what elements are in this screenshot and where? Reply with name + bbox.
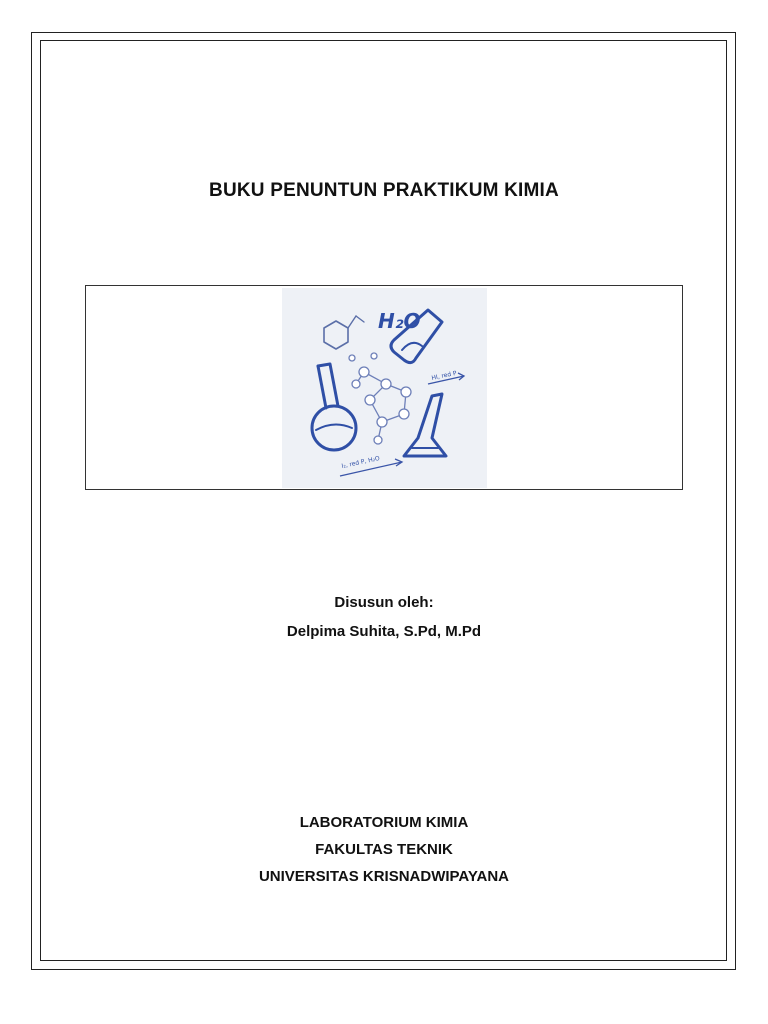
cover-image-frame <box>85 285 683 490</box>
lab-name: LABORATORIUM KIMIA <box>299 814 469 831</box>
author-name: Delpima Suhita, S.Pd, M.Pd <box>286 623 482 640</box>
reaction-annotation-2: I₂, red P, H₂O <box>340 455 381 470</box>
document-title: BUKU PENUNTUN PRAKTIKUM KIMIA <box>209 180 559 201</box>
chemistry-glassware-icon <box>282 288 487 488</box>
credit-label: Disusun oleh: <box>334 594 434 611</box>
university-name: UNIVERSITAS KRISNADWIPAYANA <box>258 868 510 885</box>
reaction-annotation-1: HI, red P <box>430 369 458 382</box>
formula-label: H₂O <box>378 309 421 333</box>
faculty-name: FAKULTAS TEKNIK <box>315 841 453 858</box>
